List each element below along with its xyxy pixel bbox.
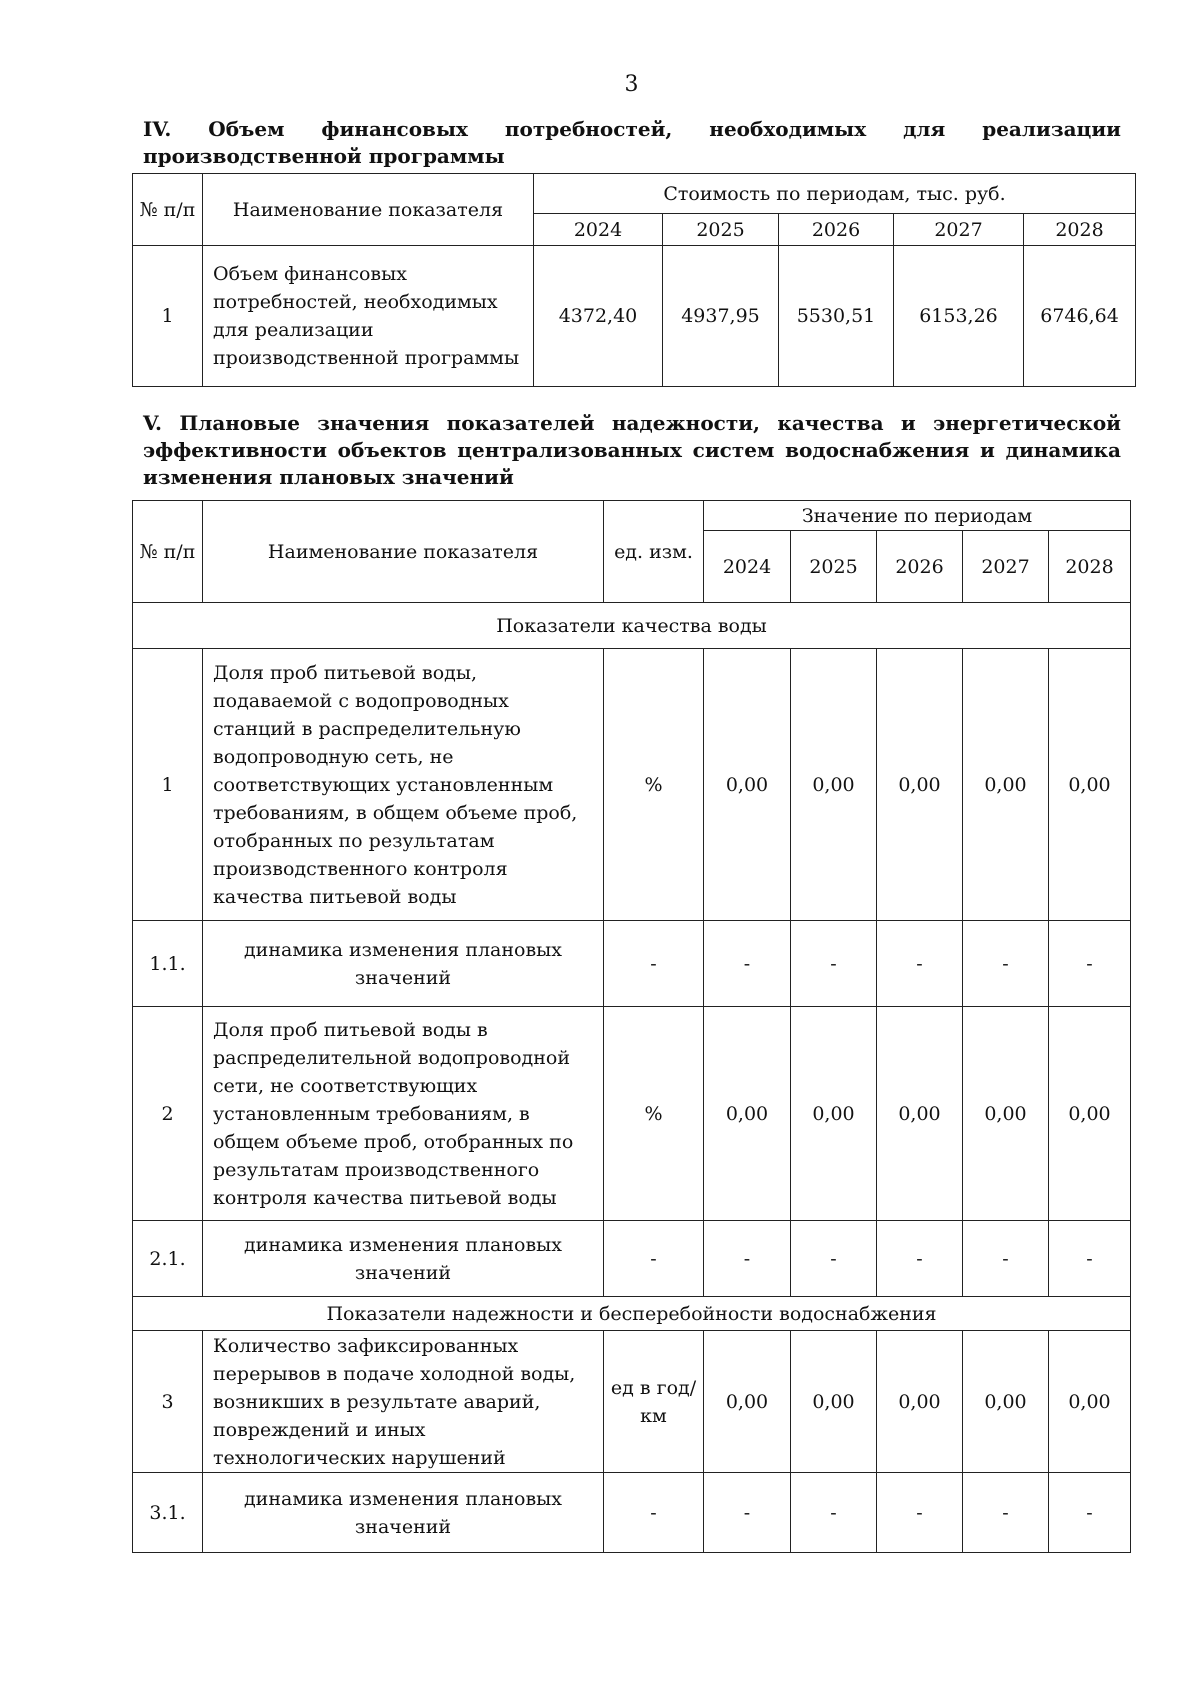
value-cell: - (877, 921, 963, 1007)
value-cell: 0,00 (877, 649, 963, 921)
value-cell: 0,00 (877, 1007, 963, 1221)
row-no: 1 (133, 246, 203, 387)
value-cell: 0,00 (1049, 1007, 1131, 1221)
header-cost-by-period: Стоимость по периодам, тыс. руб. (534, 174, 1136, 214)
row-indicator-name: Количество зафиксированных перерывов в подаче холодной воды, возникших в результате аварий, повреждений и иных технологических нарушений (203, 1331, 604, 1473)
row-indicator-name: динамика изменения плановых значений (203, 1221, 604, 1297)
header-unit: ед. изм. (604, 501, 704, 603)
table-row (133, 1007, 1131, 1221)
value-cell: 0,00 (704, 1007, 791, 1221)
group-header-reliability: Показатели надежности и бесперебойности водоснабжения (133, 1297, 1131, 1331)
value-cell: 6746,64 (1024, 246, 1136, 387)
value-cell: - (877, 1473, 963, 1553)
value-cell: 0,00 (791, 649, 877, 921)
row-indicator-name: Доля проб питьевой воды, подаваемой с водопроводных станций в распределительную водопроводную сеть, не соответствующих установленным требованиям, в общем объеме проб, отобранных по результатам производственного контроля качества питьевой воды (203, 649, 604, 921)
row-indicator-name: Объем финансовых потребностей, необходимых для реализации производственной программы (203, 246, 534, 387)
header-year: 2025 (663, 214, 779, 246)
table-row (133, 1221, 1131, 1297)
value-cell: 5530,51 (779, 246, 894, 387)
table-row (133, 921, 1131, 1007)
value-cell: - (877, 1221, 963, 1297)
value-cell: 0,00 (1049, 649, 1131, 921)
header-indicator-name: Наименование показателя (203, 501, 604, 603)
row-no: 1.1. (133, 921, 203, 1007)
header-year: 2024 (534, 214, 663, 246)
header-year: 2026 (779, 214, 894, 246)
planned-indicators-table (132, 500, 1131, 1553)
header-year: 2024 (704, 531, 791, 603)
section-5-heading: V. Плановые значения показателей надежности, качества и энергетической эффективности объектов централизованных систем водоснабжения и динамика изменения плановых значений (143, 411, 1121, 489)
header-year: 2026 (877, 531, 963, 603)
value-cell: - (791, 921, 877, 1007)
value-cell: - (704, 1473, 791, 1553)
header-year: 2025 (791, 531, 877, 603)
value-cell: 0,00 (877, 1331, 963, 1473)
page-number: 3 (624, 72, 639, 97)
financial-needs-table (132, 173, 1136, 387)
value-cell: - (1049, 921, 1131, 1007)
value-cell: - (963, 1221, 1049, 1297)
row-indicator-name: динамика изменения плановых значений (203, 1473, 604, 1553)
value-cell: 6153,26 (894, 246, 1024, 387)
value-cell: - (963, 1473, 1049, 1553)
value-cell: 4372,40 (534, 246, 663, 387)
table-row (133, 1473, 1131, 1553)
value-cell: 0,00 (791, 1331, 877, 1473)
header-values-by-period: Значение по периодам (704, 501, 1131, 531)
header-no: № п/п (133, 501, 203, 603)
table-row (133, 649, 1131, 921)
row-no: 2.1. (133, 1221, 203, 1297)
value-cell: 0,00 (963, 1007, 1049, 1221)
row-no: 3 (133, 1331, 203, 1473)
value-cell: - (791, 1473, 877, 1553)
row-unit: % (604, 1007, 704, 1221)
header-year: 2027 (963, 531, 1049, 603)
row-indicator-name: Доля проб питьевой воды в распределительной водопроводной сети, не соответствующих установленным требованиям, в общем объеме проб, отобранных по результатам производственного контроля качества питьевой воды (203, 1007, 604, 1221)
value-cell: - (1049, 1473, 1131, 1553)
value-cell: 0,00 (704, 649, 791, 921)
value-cell: - (963, 921, 1049, 1007)
header-year: 2028 (1049, 531, 1131, 603)
header-year: 2027 (894, 214, 1024, 246)
row-indicator-name: динамика изменения плановых значений (203, 921, 604, 1007)
row-no: 1 (133, 649, 203, 921)
header-no: № п/п (133, 174, 203, 246)
value-cell: - (1049, 1221, 1131, 1297)
value-cell: 0,00 (963, 649, 1049, 921)
value-cell: 0,00 (704, 1331, 791, 1473)
value-cell: - (791, 1221, 877, 1297)
table-row (133, 1331, 1131, 1473)
value-cell: 4937,95 (663, 246, 779, 387)
value-cell: 0,00 (963, 1331, 1049, 1473)
row-no: 2 (133, 1007, 203, 1221)
row-unit: - (604, 1221, 704, 1297)
header-year: 2028 (1024, 214, 1136, 246)
row-unit: ед в год/ км (604, 1331, 704, 1473)
section-4-heading: IV. Объем финансовых потребностей, необходимых для реализации производственной программы (143, 117, 1121, 168)
row-unit: - (604, 921, 704, 1007)
header-indicator-name: Наименование показателя (203, 174, 534, 246)
row-unit: - (604, 1473, 704, 1553)
value-cell: - (704, 921, 791, 1007)
value-cell: 0,00 (791, 1007, 877, 1221)
row-no: 3.1. (133, 1473, 203, 1553)
row-unit: % (604, 649, 704, 921)
group-header-water-quality: Показатели качества воды (133, 603, 1131, 649)
table-row (133, 246, 1136, 387)
value-cell: - (704, 1221, 791, 1297)
value-cell: 0,00 (1049, 1331, 1131, 1473)
